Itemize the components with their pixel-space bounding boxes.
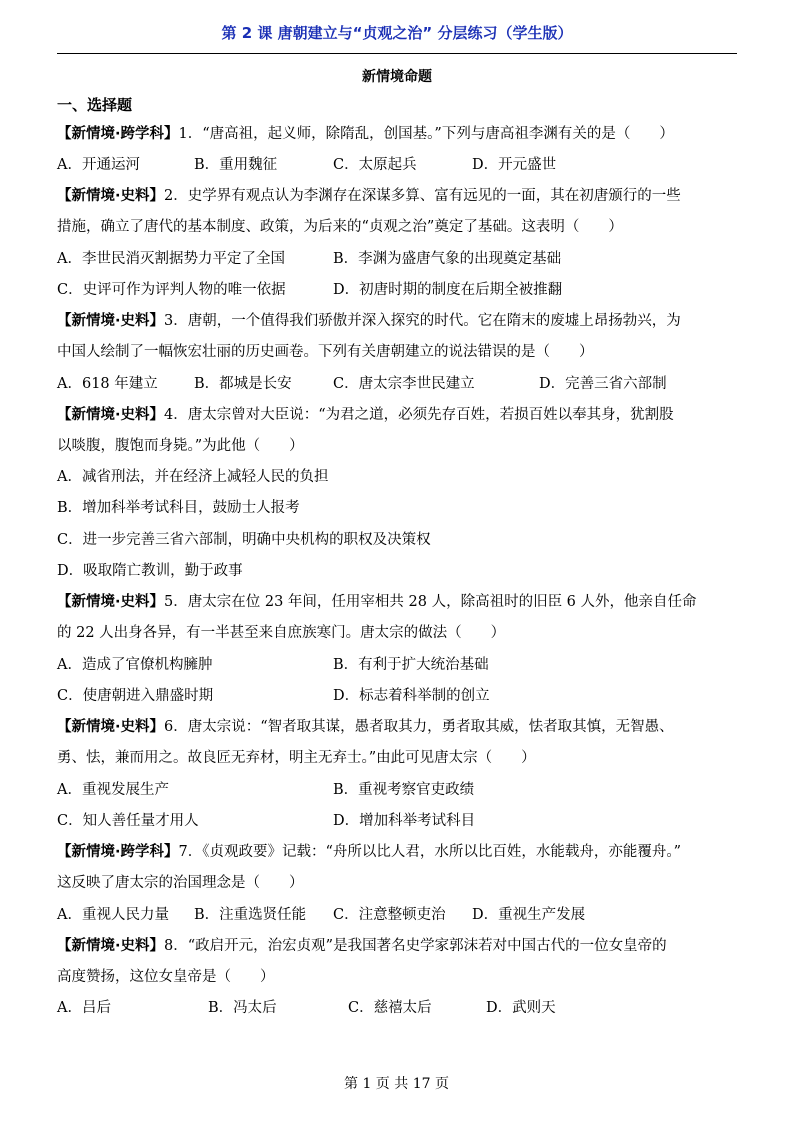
option-d: D．开元盛世 xyxy=(472,157,557,173)
question-1-line-1: 【新情境·跨学科】1．“唐高祖，起义师，除隋乱，创国基。”下列与唐高祖李渊有关的是（ ） xyxy=(57,126,674,142)
option-c: C．知人善任量才用人 xyxy=(57,813,199,829)
question-4-line-2: 以啖腹，腹饱而身毙。”为此他（ ） xyxy=(57,438,304,454)
option-d: D．初唐时期的制度在后期全被推翻 xyxy=(333,282,563,298)
option-d: D．武则天 xyxy=(486,1000,556,1016)
question-4-line-1: 【新情境·史料】4．唐太宗曾对大臣说：“为君之道，必须先存百姓，若损百姓以奉其身，犹割股 xyxy=(57,407,674,423)
option-a: A．造成了官僚机构臃肿 xyxy=(57,657,213,673)
option-b: B．重视考察官吏政绩 xyxy=(333,782,475,798)
option-b: B．李渊为盛唐气象的出现奠定基础 xyxy=(333,251,562,267)
question-tag: 【新情境·史料】 xyxy=(57,719,165,735)
question-5-line-1: 【新情境·史料】5．唐太宗在位 23 年间，任用宰相共 28 人，除高祖时的旧臣 6 人外，他亲自任命 xyxy=(57,594,697,610)
option-a: A．减省刑法，并在经济上减轻人民的负担 xyxy=(57,469,329,485)
option-a: A．重视发展生产 xyxy=(57,782,169,798)
option-b: B．增加科举考试科目，鼓励士人报考 xyxy=(57,500,300,516)
option-c: C．使唐朝进入鼎盛时期 xyxy=(57,688,214,704)
question-tag: 【新情境·史料】 xyxy=(57,594,165,610)
question-8-line-2: 高度赞扬，这位女皇帝是（ ） xyxy=(57,969,275,985)
option-d: D．标志着科举制的创立 xyxy=(333,688,490,704)
question-tag: 【新情境·跨学科】 xyxy=(57,126,179,142)
option-a: A．吕后 xyxy=(57,1000,111,1016)
option-b: B．重用魏征 xyxy=(194,157,278,173)
question-tag: 【新情境·史料】 xyxy=(57,313,165,329)
question-tag: 【新情境·史料】 xyxy=(57,938,165,954)
option-b: B．冯太后 xyxy=(208,1000,277,1016)
page-number-footer: 第 1 页 共 17 页 xyxy=(344,1076,449,1092)
option-c: C．太原起兵 xyxy=(333,157,417,173)
question-7-line-2: 这反映了唐太宗的治国理念是（ ） xyxy=(57,875,304,891)
option-b: B．有利于扩大统治基础 xyxy=(333,657,489,673)
option-d: D．重视生产发展 xyxy=(472,907,586,923)
header-divider xyxy=(57,53,737,54)
option-b: B．注重选贤任能 xyxy=(194,907,307,923)
question-8-line-1: 【新情境·史料】8．“政启开元，治宏贞观”是我国著名史学家郭沫若对中国古代的一位女皇帝的 xyxy=(57,938,667,954)
option-a: A．开通运河 xyxy=(57,157,140,173)
option-c: C．注意整顿吏治 xyxy=(333,907,446,923)
question-tag: 【新情境·史料】 xyxy=(57,407,165,423)
option-c: C．进一步完善三省六部制，明确中央机构的职权及决策权 xyxy=(57,532,431,548)
option-a: A．重视人民力量 xyxy=(57,907,169,923)
question-3-line-1: 【新情境·史料】3．唐朝，一个值得我们骄傲并深入探究的时代。它在隋末的废墟上昂扬勃兴，为 xyxy=(57,313,681,329)
section-title: 新情境命题 xyxy=(362,69,432,85)
option-b: B．都城是长安 xyxy=(194,376,292,392)
option-d: D．吸取隋亡教训，勤于政事 xyxy=(57,563,243,579)
question-2-line-1: 【新情境·史料】2．史学界有观点认为李渊存在深谋多算、富有远见的一面，其在初唐颁行的一些 xyxy=(57,188,681,204)
part-title: 一、选择题 xyxy=(57,96,133,114)
option-a: A．618 年建立 xyxy=(57,376,158,392)
document-header-title: 第 2 课 唐朝建立与“贞观之治” 分层练习（学生版） xyxy=(221,24,573,42)
question-6-line-1: 【新情境·史料】6．唐太宗说：“智者取其谋，愚者取其力，勇者取其威，怯者取其慎，无智愚、 xyxy=(57,719,674,735)
question-tag: 【新情境·跨学科】 xyxy=(57,844,179,860)
option-d: D．增加科举考试科目 xyxy=(333,813,476,829)
question-5-line-2: 的 22 人出身各异，有一半甚至来自庶族寒门。唐太宗的做法（ ） xyxy=(57,625,506,641)
option-c: C．史评可作为评判人物的唯一依据 xyxy=(57,282,286,298)
option-d: D．完善三省六部制 xyxy=(539,376,667,392)
question-tag: 【新情境·史料】 xyxy=(57,188,165,204)
question-6-line-2: 勇、怯，兼而用之。故良匠无弃材，明主无弃士。”由此可见唐太宗（ ） xyxy=(57,750,536,766)
option-c: C．慈禧太后 xyxy=(348,1000,432,1016)
question-3-line-2: 中国人绘制了一幅恢宏壮丽的历史画卷。下列有关唐朝建立的说法错误的是（ ） xyxy=(57,344,594,360)
option-a: A．李世民消灭割据势力平定了全国 xyxy=(57,251,285,267)
question-7-line-1: 【新情境·跨学科】7．《贞观政要》记载：“舟所以比人君，水所以比百姓，水能载舟，亦能覆舟。” xyxy=(57,844,682,860)
option-c: C．唐太宗李世民建立 xyxy=(333,376,475,392)
question-2-line-2: 措施，确立了唐代的基本制度、政策，为后来的“贞观之治”奠定了基础。这表明（ ） xyxy=(57,219,623,235)
